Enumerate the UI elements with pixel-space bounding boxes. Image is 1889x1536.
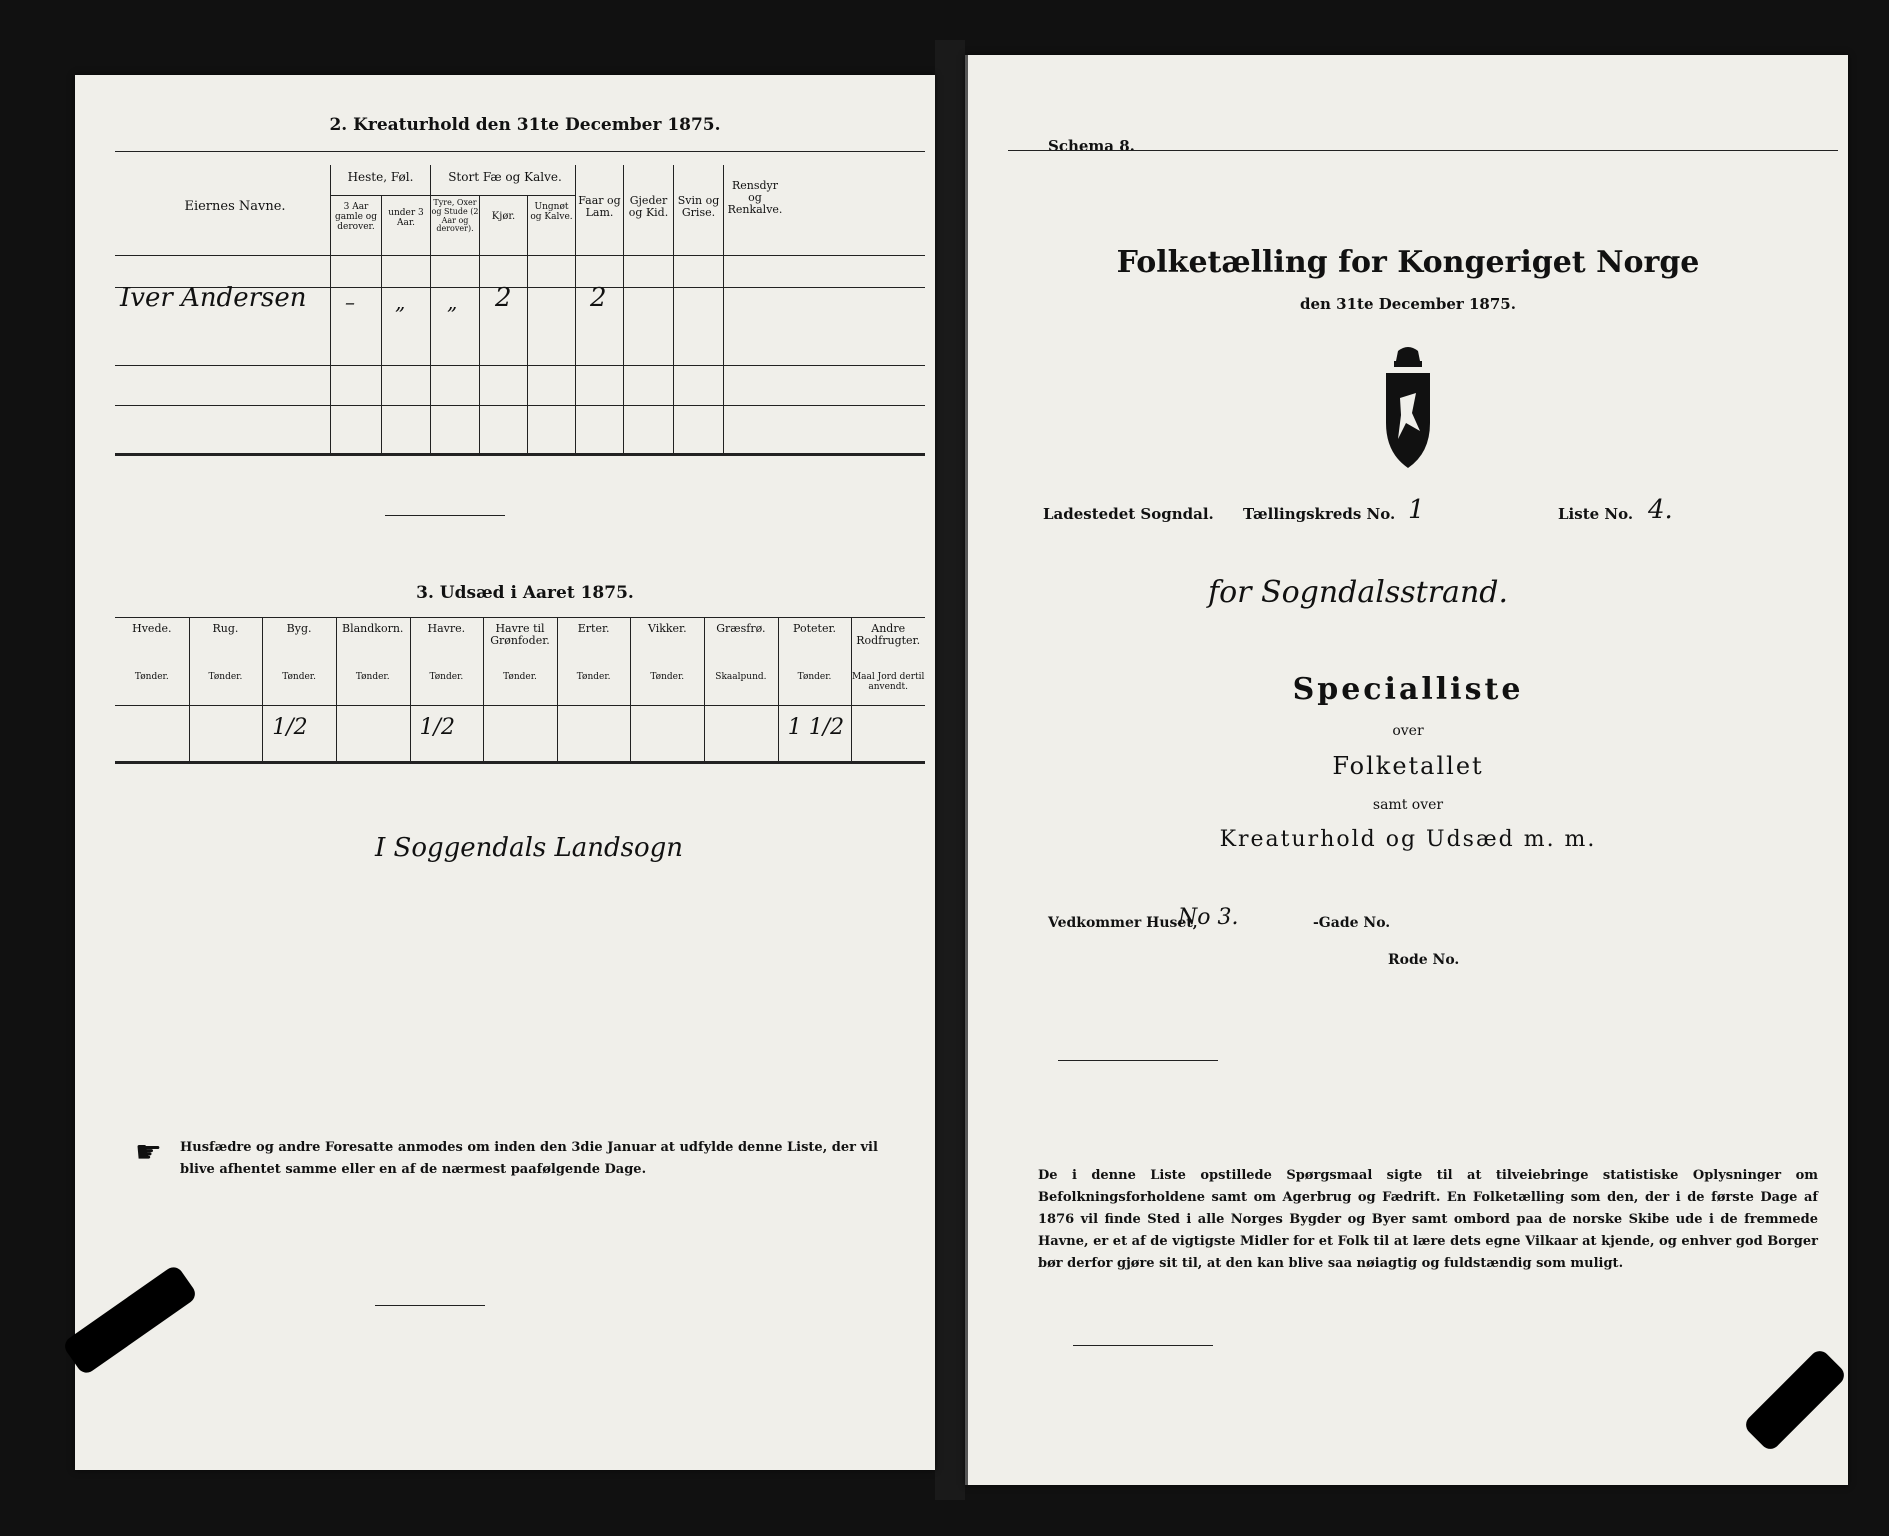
udsaed-unit: Tønder.: [134, 672, 169, 682]
udsaed-unit: Maal Jord dertil anvendt.: [851, 672, 925, 692]
hdr-stort-b: Kjør.: [491, 211, 516, 222]
udsaed-header: Hvede.: [132, 622, 172, 635]
udsaed-unit: Tønder.: [208, 672, 243, 682]
udsaed-value: 1 1/2: [787, 715, 845, 740]
udsaed-unit: Tønder.: [429, 672, 464, 682]
pointing-hand-icon: ☛: [135, 1135, 162, 1170]
liste-label: Liste No.: [1558, 505, 1634, 523]
samt-over-text: samt over: [1372, 797, 1444, 813]
hdr-stort-a: Tyre, Oxer og Stude (2 Aar og derover).: [431, 198, 479, 234]
val-heste-b: „: [395, 290, 406, 314]
val-stort-a: „: [447, 290, 458, 314]
hdr-svin: Svin og Grise.: [677, 194, 720, 220]
vedkommer-value: No 3.: [1178, 905, 1239, 930]
udsaed-header: Havre til Grønfoder.: [490, 622, 550, 648]
ladestedet-label: Ladestedet Sogndal.: [1043, 505, 1214, 523]
udsaed-header: Græsfrø.: [716, 622, 766, 635]
place-handwritten: for Sogndalsstrand.: [1208, 575, 1508, 610]
udsaed-unit: Skaalpund.: [715, 672, 767, 682]
udsaed-value: 1/2: [272, 715, 308, 740]
over-text-1: over: [1392, 723, 1424, 739]
section3-title: 3. Udsæd i Aaret 1875.: [416, 583, 634, 603]
udsaed-header: Byg.: [286, 622, 312, 635]
handwritten-note: I Soggendals Landsogn: [375, 833, 684, 863]
kreaturhold-heading: Kreaturhold og Udsæd m. m.: [1219, 827, 1597, 852]
udsaed-unit: Tønder.: [282, 672, 316, 682]
udsaed-header: Erter.: [577, 622, 610, 635]
specialliste-heading: Specialliste: [1292, 672, 1524, 707]
udsaed-unit: Tønder.: [503, 672, 537, 682]
kreds-value: 1: [1408, 495, 1425, 525]
udsaed-header: Poteter.: [793, 622, 837, 635]
udsaed-unit: Tønder.: [355, 672, 390, 682]
hdr-stort-c: Ungnøt og Kalve.: [530, 202, 573, 222]
udsaed-header: Rug.: [212, 622, 239, 635]
kreds-label: Tællingskreds No.: [1243, 505, 1396, 523]
rode-label: Rode No.: [1388, 952, 1460, 968]
udsaed-unit: Tønder.: [650, 672, 685, 682]
hdr-heste-b: under 3 Aar.: [388, 208, 424, 228]
right-page: [965, 55, 1848, 1485]
val-heste-a: –: [345, 290, 355, 314]
norway-coat-of-arms-icon: [1368, 343, 1448, 473]
main-title: Folketælling for Kongeriget Norge: [1116, 245, 1700, 280]
udsaed-unit: Tønder.: [576, 672, 611, 682]
udsaed-header: Andre Rodfrugter.: [856, 622, 921, 648]
udsaed-header: Blandkorn.: [342, 622, 404, 635]
hdr-stort: Stort Fæ og Kalve.: [448, 170, 562, 184]
section2-title: 2. Kreaturhold den 31te December 1875.: [329, 115, 721, 135]
udsaed-header: Havre.: [427, 622, 466, 635]
hdr-gjeder: Gjeder og Kid.: [628, 194, 669, 220]
hdr-heste: Heste, Føl.: [347, 170, 414, 184]
udsaed-header: Vikker.: [647, 622, 687, 635]
hdr-heste-a: 3 Aar gamle og derover.: [335, 202, 377, 232]
udsaed-unit: Tønder.: [797, 672, 832, 682]
left-page: [75, 75, 935, 1470]
vedkommer-label: Vedkommer Huset,: [1048, 915, 1198, 931]
main-date: den 31te December 1875.: [1300, 295, 1516, 313]
book-spine: [935, 40, 965, 1500]
hdr-owner: Eiernes Navne.: [184, 199, 286, 214]
val-faar: 2: [590, 283, 607, 313]
schema-label: Schema 8.: [1048, 137, 1135, 155]
hdr-faar: Faar og Lam.: [578, 194, 621, 220]
val-stort-b: 2: [495, 283, 512, 313]
liste-value: 4.: [1648, 495, 1673, 525]
bottom-explanation: De i denne Liste opstillede Spørgsmaal sigte til at tilveiebringe statistiske Oplysninger om Befolkningsforholdene samt om Agerbrug og Fædrift. En Folketælling som den, der i de første Dage af 1876 vil finde Sted i alle Norges Bygder og Byer samt ombord paa de norske Skibe ude i de fremmede Havne, er et af de vigtigste Midler for et Folk til at lære dets egne Vilkaar at kjende, og enhver god Borger bør derfor gjøre sit til, at den kan blive saa nøiagtig og fuldstændig som muligt.: [1038, 1168, 1818, 1272]
gade-label: -Gade No.: [1313, 915, 1391, 931]
hdr-rensdyr: Rensdyr og Renkalve.: [727, 179, 783, 217]
owner-name: Iver Andersen: [120, 283, 307, 313]
udsaed-value: 1/2: [419, 715, 455, 740]
folketallet-heading: Folketallet: [1332, 752, 1484, 780]
instruction-notice: Husfædre og andre Foresatte anmodes om inden den 3die Januar at udfylde denne Liste, der vil blive afhentet samme eller en af de nærmest paafølgende Dage.: [180, 1140, 878, 1178]
